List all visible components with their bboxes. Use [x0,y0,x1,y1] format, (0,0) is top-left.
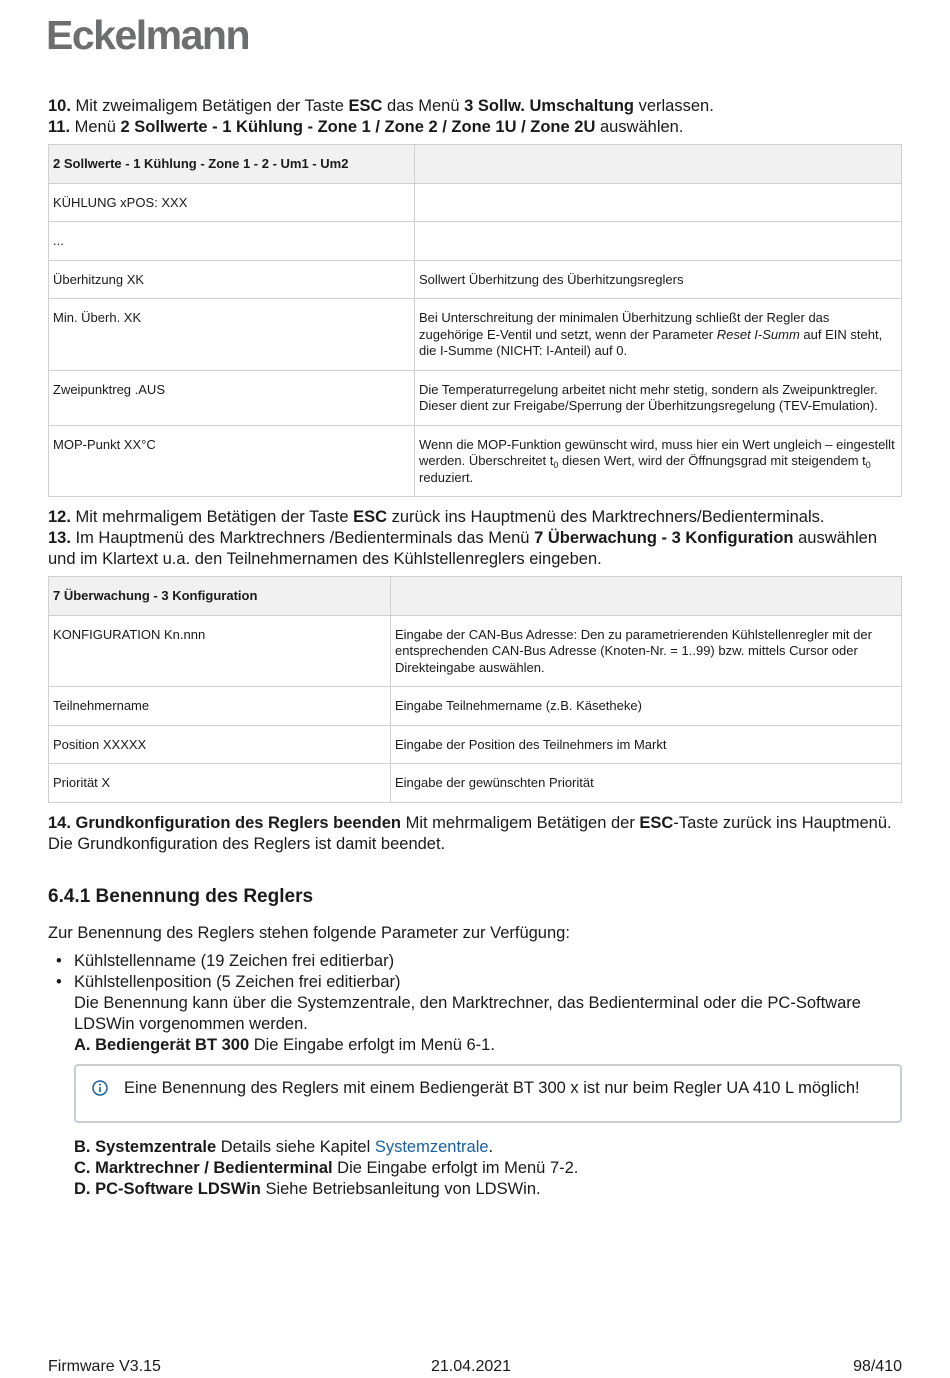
table-row [49,370,902,425]
desc-text: diesen Wert, wird der Öffnungsgrad mit steigendem t [558,453,866,468]
key-name: ESC [348,97,383,115]
param-name: Min. Überh. XK [49,299,415,371]
param-name: KONFIGURATION Kn.nnn [49,615,391,687]
continuation-text: Die Benennung kann über die Systemzentrale, den Marktrechner, das Bedienterminal oder die PC-Software LDSWin vorgenommen werden. [74,993,861,1033]
info-note [74,1064,902,1123]
desc-text: auf EIN steht, die I-Summe (NICHT: I-Anteil) auf 0. [419,326,883,358]
param-desc: Eingabe der gewünschten Priorität [391,764,902,803]
menu-name: 3 Sollw. Umschaltung [464,97,635,115]
table-row [49,425,902,497]
param-desc [415,425,902,497]
param-desc: Sollwert Überhitzung des Überhitzungsreglers [415,260,902,299]
bullet-icon: • [56,951,62,970]
note-text: Eine Benennung des Reglers mit einem Bediengerät BT 300 x ist nur beim Regler UA 410 L möglich! [124,1078,860,1097]
page-content [48,96,902,1200]
step-number: 12. [48,508,71,526]
option-d [48,1179,902,1200]
step-number: 13. [48,529,71,547]
step-text: auswählen und im Klartext u.a. den Teilnehmernamen des Kühlstellenreglers eingeben. [48,529,877,568]
desc-text: Bei Unterschreitung der minimalen Überhitzung schließt der Regler das zugehörige E-Ventil und setzt, wenn der Parameter [419,310,830,342]
table-row [49,725,902,764]
list-item [56,972,902,993]
param-name: Priorität X [49,764,391,803]
option-c [48,1158,902,1179]
table-row [49,615,902,687]
step-13 [48,528,902,570]
param-desc [415,183,902,222]
param-desc: Eingabe Teilnehmername (z.B. Käsetheke) [391,687,902,726]
param-name: Teilnehmername [49,687,391,726]
section-heading: 6.4.1 Benennung des Reglers [48,885,314,907]
configuration-table [48,576,902,803]
option-text: Details siehe Kapitel [216,1137,375,1156]
param-name: ... [49,222,415,261]
option-a [48,1035,902,1056]
step-text: verlassen. [634,97,714,115]
systemzentrale-link[interactable]: Systemzentrale [374,1137,489,1156]
option-title: C. Marktrechner / Bedienterminal [74,1158,333,1177]
step-text: zurück ins Hauptmenü des Marktrechners/Bedienterminals. [387,508,825,526]
parameter-list [48,951,902,993]
table-row [49,183,902,222]
table-header: 2 Sollwerte - 1 Kühlung - Zone 1 - 2 - Um1 - Um2 [49,145,415,184]
step-number: 11. [48,118,71,136]
step-text: Mit zweimaligem Betätigen der Taste [70,97,349,115]
step-text: Menü [70,118,121,136]
step-11 [48,117,902,138]
table-row [49,260,902,299]
table-header-row [49,577,902,616]
param-desc: Die Temperaturregelung arbeitet nicht mehr stetig, sondern als Zweipunktregler. Dieser dient zur Freigabe/Sperrung der Überhitzungsregelung (TEV-Emulation). [415,370,902,425]
info-icon [92,1080,108,1096]
table-header-row [49,145,902,184]
step-title: 14. Grundkonfiguration des Reglers beenden [48,813,401,832]
step-text: das Menü [382,97,465,115]
param-name: Position XXXXX [49,725,391,764]
setpoint-table [48,144,902,497]
param-reference: Reset I-Summ [716,326,800,342]
section-intro: Zur Benennung des Reglers stehen folgende Parameter zur Verfügung: [48,923,570,942]
table-header-empty [415,145,902,184]
option-b [48,1137,902,1158]
option-text: Siehe Betriebsanleitung von LDSWin. [260,1179,541,1198]
option-text: Die Eingabe erfolgt im Menü 7-2. [332,1158,579,1177]
param-name: Zweipunktreg .AUS [49,370,415,425]
table-row [49,764,902,803]
desc-text: reduziert. [419,469,474,485]
param-name: KÜHLUNG xPOS: XXX [49,183,415,222]
list-item-text: Kühlstellenposition (5 Zeichen frei editierbar) [74,972,401,991]
step-10 [48,96,902,117]
param-desc [415,222,902,261]
list-item [56,951,902,972]
table-row [49,299,902,371]
param-name: MOP-Punkt XX°C [49,425,415,497]
param-name: Überhitzung XK [49,260,415,299]
key-name: ESC [639,813,674,832]
param-desc: Eingabe der CAN-Bus Adresse: Den zu parametrierenden Kühlstellenregler mit der entsprechenden CAN-Bus Adresse (Knoten-Nr. = 1..99) bzw. mittels Cursor oder Direkteingabe auswählen. [391,615,902,687]
step-12 [48,507,902,528]
step-text: Im Hauptmenü des Marktrechners /Bedienterminals das Menü [70,529,535,547]
list-item-text: Kühlstellenname (19 Zeichen frei editierbar) [74,951,395,970]
option-title: D. PC-Software LDSWin [74,1179,261,1198]
firmware-version: Firmware V3.15 [48,1358,161,1375]
key-name: ESC [353,508,388,526]
option-text: . [488,1137,494,1156]
desc-text: Wenn die MOP-Funktion gewünscht wird, muss hier ein Wert ungleich – eingestellt werden. Überschreitet t [419,436,895,468]
menu-name: 7 Überwachung - 3 Konfiguration [534,529,794,547]
subscript: 0 [865,460,871,470]
option-text: Die Eingabe erfolgt im Menü 6-1. [249,1035,495,1054]
step-text: auswählen. [595,118,684,136]
bullet-icon: • [56,972,62,991]
option-title: B. Systemzentrale [74,1137,217,1156]
option-title: A. Bediengerät BT 300 [74,1035,250,1054]
subscript: 0 [553,460,559,470]
table-header: 7 Überwachung - 3 Konfiguration [49,577,391,616]
table-row [49,687,902,726]
page-number: 98/410 [853,1358,902,1375]
table-header-empty [391,577,902,616]
step-text: -Taste zurück ins Hauptmenü. Die Grundkonfiguration des Reglers ist damit beendet. [48,813,892,853]
step-number: 10. [48,97,71,115]
menu-name: 2 Sollwerte - 1 Kühlung - Zone 1 / Zone 2 / Zone 1U / Zone 2U [120,118,596,136]
step-text: Mit mehrmaligem Betätigen der Taste [70,508,354,526]
step-text: Mit mehrmaligem Betätigen der [400,813,640,832]
step-14 [48,813,902,855]
document-date: 21.04.2021 [431,1358,512,1375]
param-desc [415,299,902,371]
param-desc: Eingabe der Position des Teilnehmers im Markt [391,725,902,764]
table-row [49,222,902,261]
company-logo: Eckelmann [46,12,249,58]
